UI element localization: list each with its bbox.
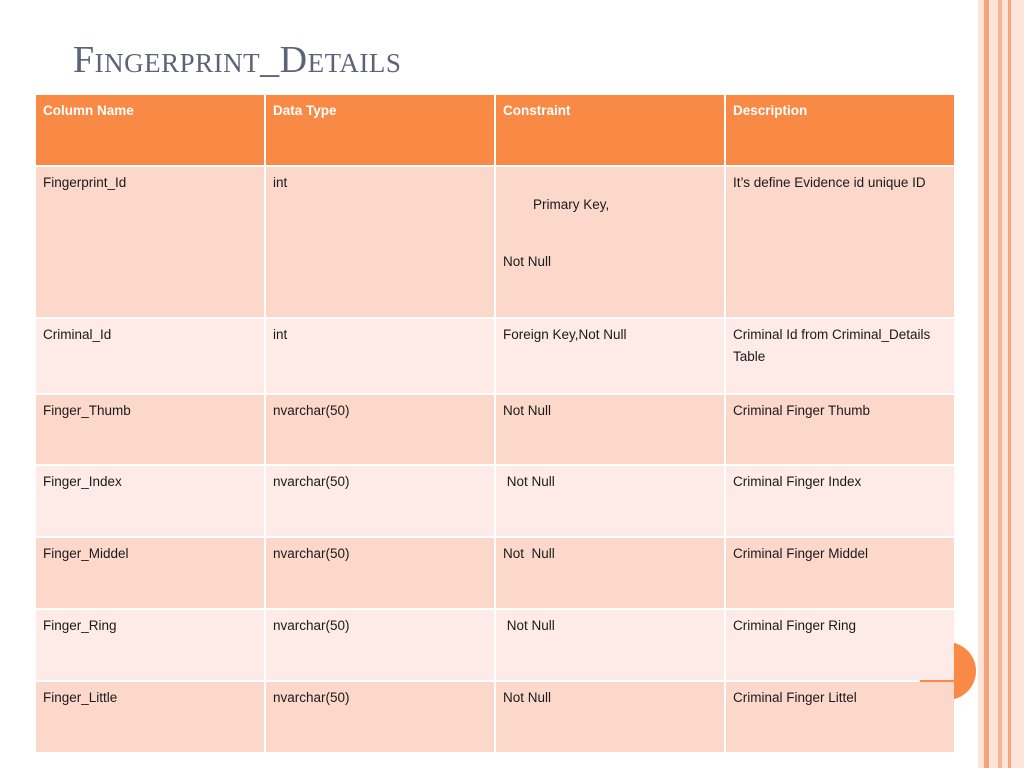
cell-description: Criminal Finger Middel (726, 538, 954, 608)
cell-column-name: Fingerprint_Id (36, 167, 264, 317)
cell-constraint: Not Null (496, 395, 724, 464)
cell-description: Criminal Finger Thumb (726, 395, 954, 464)
table-row (36, 167, 954, 317)
header-data-type: Data Type (266, 95, 494, 165)
cell-description: Criminal Finger Ring (726, 610, 954, 680)
cell-column-name: Finger_Little (36, 682, 264, 752)
cell-constraint: Not Null (496, 466, 724, 536)
cell-constraint: Not Null (496, 682, 724, 752)
table-row (36, 682, 954, 752)
cell-description: Criminal Finger Index (726, 466, 954, 536)
decor-stripe (989, 0, 998, 768)
cell-constraint: Not Null (496, 538, 724, 608)
table-row (36, 466, 954, 536)
cell-column-name: Criminal_Id (36, 319, 264, 393)
schema-table (34, 93, 956, 754)
cell-description: It’s define Evidence id unique ID (726, 167, 954, 317)
cell-data-type: nvarchar(50) (266, 610, 494, 680)
table-row (36, 610, 954, 680)
header-column-name: Column Name (36, 95, 264, 165)
table-row (36, 319, 954, 393)
constraint-line-2: Not Null (503, 254, 552, 269)
cell-description: Criminal Finger Littel (726, 682, 954, 752)
table-row (36, 538, 954, 608)
cell-constraint: Foreign Key,Not Null (496, 319, 724, 393)
table-row (36, 395, 954, 464)
cell-data-type: nvarchar(50) (266, 395, 494, 464)
cell-column-name: Finger_Middel (36, 538, 264, 608)
cell-description: Criminal Id from Criminal_Details Table (726, 319, 954, 393)
header-constraint: Constraint (496, 95, 724, 165)
decor-stripe (1011, 0, 1024, 768)
table-header-row (36, 95, 954, 165)
cell-data-type: nvarchar(50) (266, 466, 494, 536)
cell-constraint (496, 167, 724, 317)
constraint-line-1: Primary Key, (533, 197, 610, 212)
cell-data-type: nvarchar(50) (266, 682, 494, 752)
cell-column-name: Finger_Ring (36, 610, 264, 680)
cell-column-name: Finger_Index (36, 466, 264, 536)
cell-constraint: Not Null (496, 610, 724, 680)
cell-data-type: int (266, 319, 494, 393)
cell-data-type: int (266, 167, 494, 317)
header-description: Description (726, 95, 954, 165)
cell-column-name: Finger_Thumb (36, 395, 264, 464)
slide-title: Fingerprint_Details (73, 39, 402, 81)
cell-data-type: nvarchar(50) (266, 538, 494, 608)
